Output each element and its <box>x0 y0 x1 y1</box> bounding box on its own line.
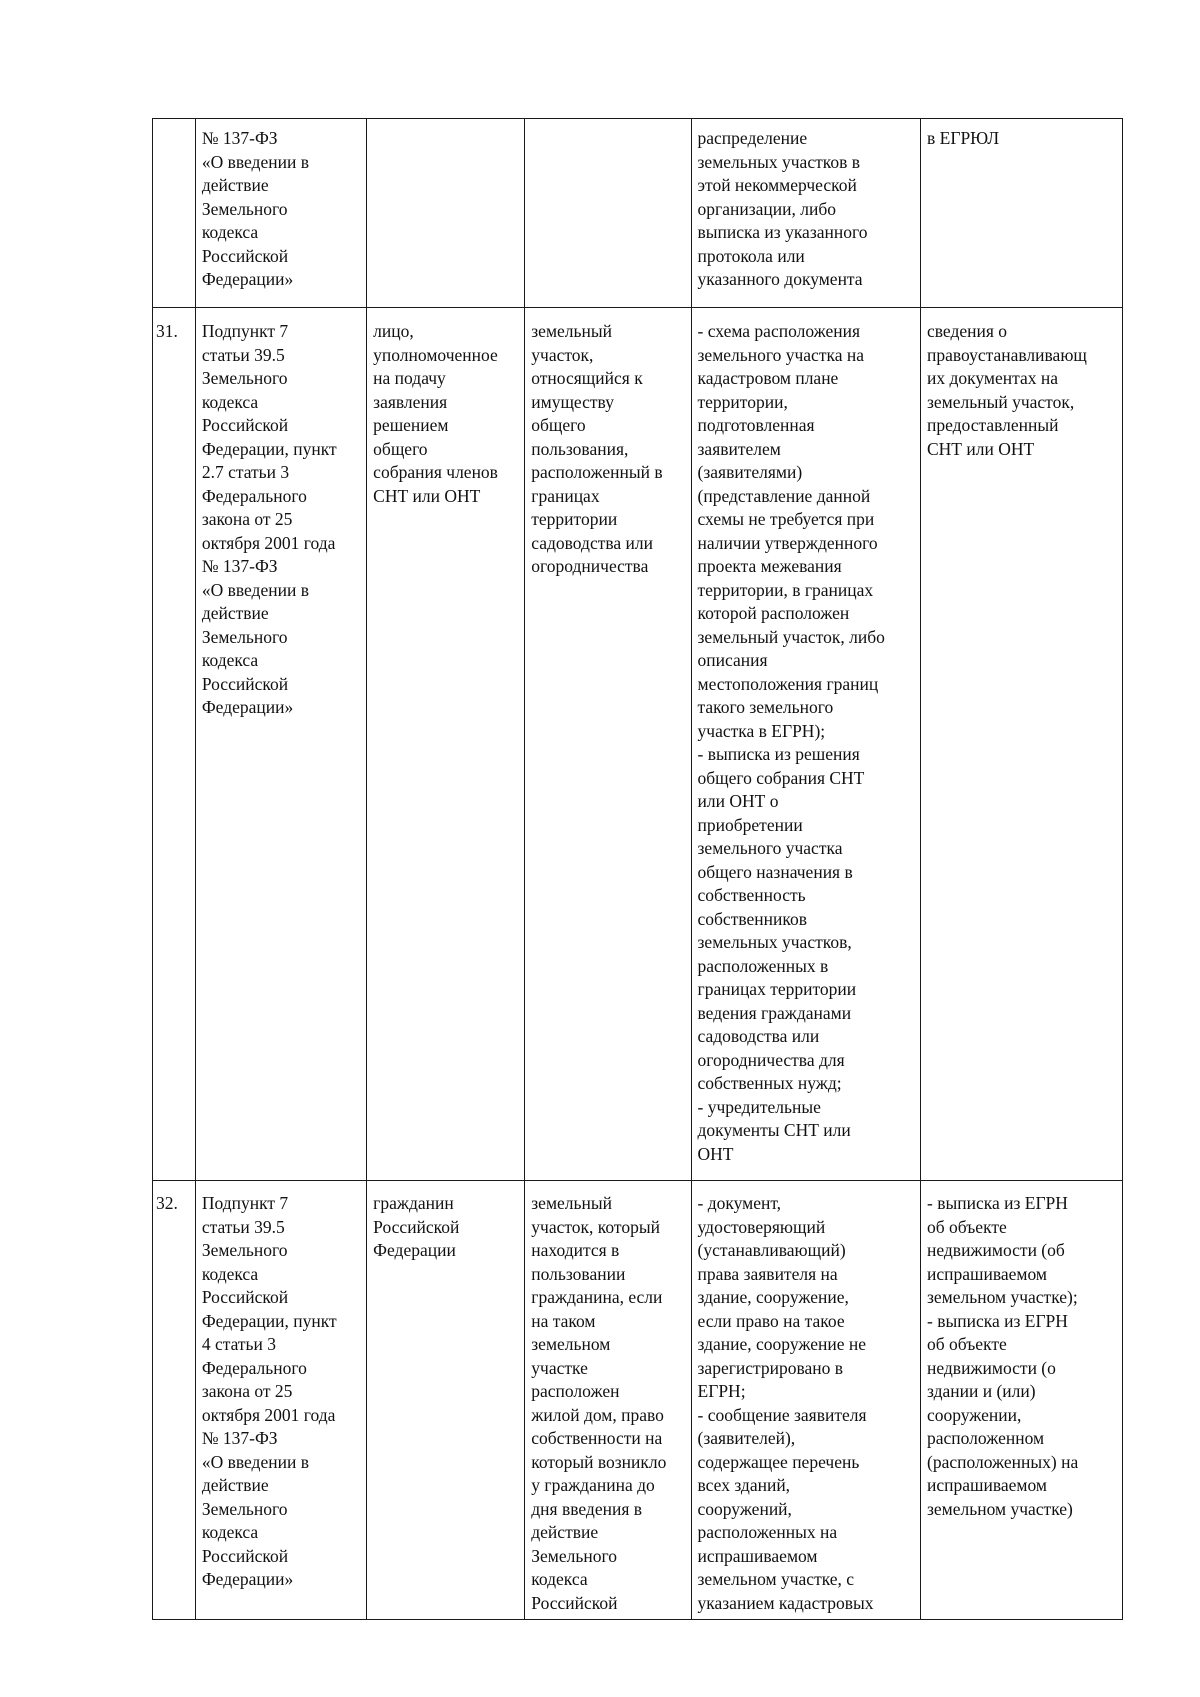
legal-basis-cell: № 137-ФЗ «О введении в действие Земельного кодекса Российской Федерации» <box>195 119 366 308</box>
legal-basis-cell: Подпункт 7 статьи 39.5 Земельного кодекса Российской Федерации, пункт 2.7 статьи 3 Федерального закона от 25 октября 2001 года № 137-ФЗ «О введении в действие Земельного кодекса Российской Федерации» <box>195 308 366 1181</box>
applicant-documents-cell: - документ, удостоверяющий (устанавливающий) права заявителя на здание, сооружение, если право на такое здание, сооружение не зарегистрировано в ЕГРН; - сообщение заявителя (заявителей), содержащее перечень всех зданий, сооружений, расположенных на испрашиваемом земельном участке, с указанием кадастровых <box>691 1181 920 1620</box>
land-plot-cell: земельный участок, который находится в пользовании гражданина, если на таком земельном участке расположен жилой дом, право собственности на который возникло у гражданина до дня введения в действие Земельного кодекса Российской <box>525 1181 691 1620</box>
requested-documents-cell: - выписка из ЕГРН об объекте недвижимости (об испрашиваемом земельном участке); - выписка из ЕГРН об объекте недвижимости (о здании и (или) сооружении, расположенном (расположенных) на испрашиваемом земельном участке) <box>921 1181 1123 1620</box>
land-plot-cell: земельный участок, относящийся к имуществу общего пользования, расположенный в границах территории садоводства или огородничества <box>525 308 691 1181</box>
table-row <box>153 308 1123 1181</box>
row-number-cell <box>153 119 196 308</box>
row-number-cell: 32. <box>153 1181 196 1620</box>
applicant-documents-cell: распределение земельных участков в этой некоммерческой организации, либо выписка из указанного протокола или указанного документа <box>691 119 920 308</box>
applicant-cell <box>367 119 525 308</box>
land-plot-cell <box>525 119 691 308</box>
legal-basis-cell: Подпункт 7 статьи 39.5 Земельного кодекса Российской Федерации, пункт 4 статьи 3 Федерального закона от 25 октября 2001 года № 137-ФЗ «О введении в действие Земельного кодекса Российской Федерации» <box>195 1181 366 1620</box>
requested-documents-cell: сведения о правоустанавливающ их документах на земельный участок, предоставленный СНТ или ОНТ <box>921 308 1123 1181</box>
table-row <box>153 1181 1123 1620</box>
applicant-cell: лицо, уполномоченное на подачу заявления решением общего собрания членов СНТ или ОНТ <box>367 308 525 1181</box>
table-row <box>153 119 1123 308</box>
row-number-cell: 31. <box>153 308 196 1181</box>
applicant-cell: гражданин Российской Федерации <box>367 1181 525 1620</box>
requested-documents-cell: в ЕГРЮЛ <box>921 119 1123 308</box>
regulation-table <box>152 118 1123 1620</box>
applicant-documents-cell: - схема расположения земельного участка на кадастровом плане территории, подготовленная заявителем (заявителями) (представление данной схемы не требуется при наличии утвержденного проекта межевания территории, в границах которой расположен земельный участок, либо описания местоположения границ такого земельного участка в ЕГРН); - выписка из решения общего собрания СНТ или ОНТ о приобретении земельного участка общего назначения в собственность собственников земельных участков, расположенных в границах территории ведения гражданами садоводства или огородничества для собственных нужд; - учредительные документы СНТ или ОНТ <box>691 308 920 1181</box>
